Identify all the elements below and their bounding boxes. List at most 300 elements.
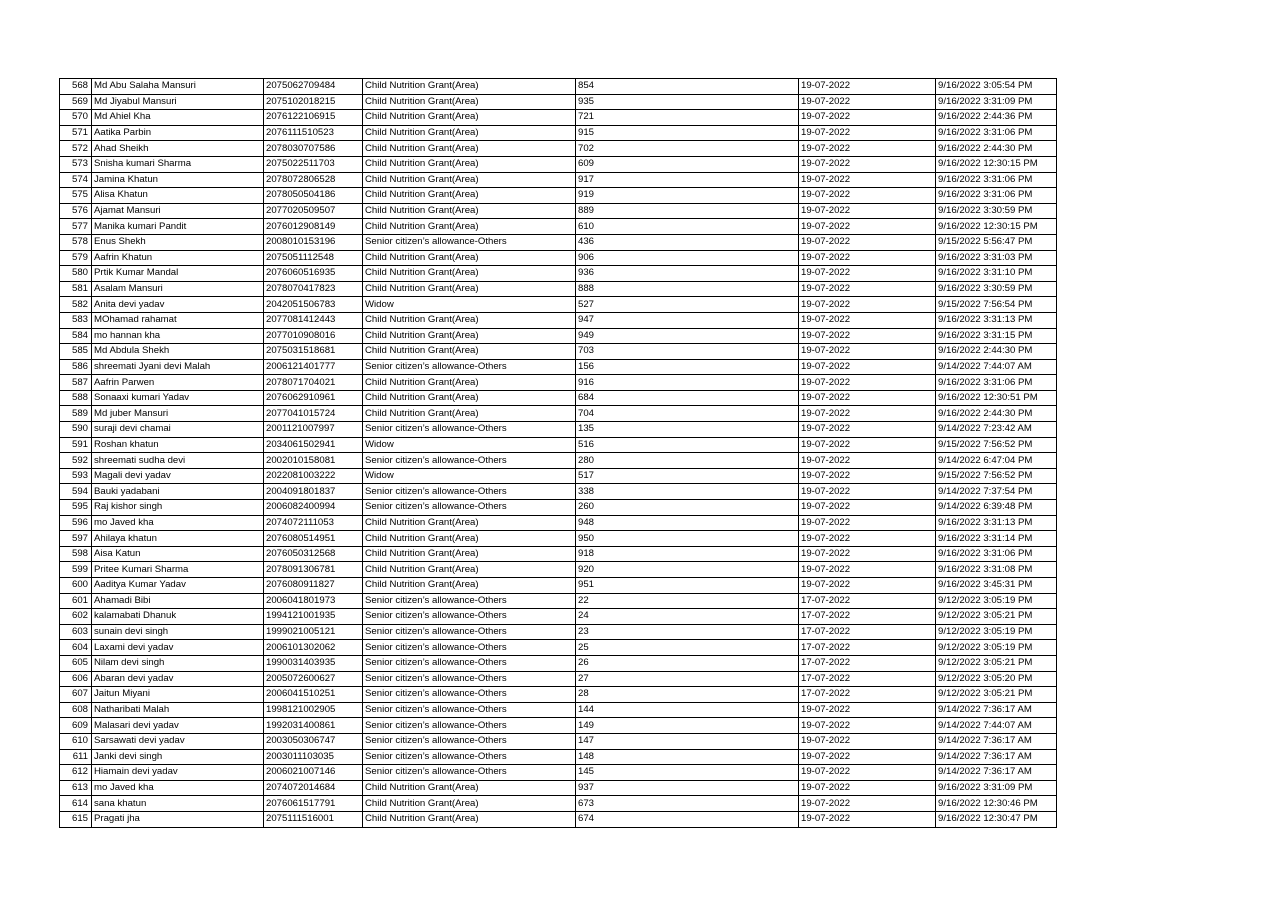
id-number-cell: 2076061517791 — [264, 796, 363, 812]
timestamp-cell: 9/14/2022 7:36:17 AM — [936, 733, 1057, 749]
table-row — [60, 297, 1057, 313]
table-row — [60, 546, 1057, 562]
table-row — [60, 390, 1057, 406]
serial-number-cell: 576 — [60, 203, 92, 219]
name-cell: Pragati jha — [92, 811, 264, 827]
id-number-cell: 2076060516935 — [264, 266, 363, 282]
name-cell: Prtik Kumar Mandal — [92, 266, 264, 282]
code-cell: 935 — [576, 94, 799, 110]
allowance-type-cell: Child Nutrition Grant(Area) — [363, 811, 576, 827]
table-row — [60, 484, 1057, 500]
serial-number-cell: 592 — [60, 453, 92, 469]
allowance-type-cell: Child Nutrition Grant(Area) — [363, 344, 576, 360]
code-cell: 949 — [576, 328, 799, 344]
date-cell: 19-07-2022 — [799, 110, 936, 126]
code-cell: 156 — [576, 359, 799, 375]
name-cell: Nilam devi singh — [92, 655, 264, 671]
serial-number-cell: 574 — [60, 172, 92, 188]
date-cell: 19-07-2022 — [799, 266, 936, 282]
table-row — [60, 141, 1057, 157]
timestamp-cell: 9/16/2022 3:31:06 PM — [936, 375, 1057, 391]
serial-number-cell: 572 — [60, 141, 92, 157]
date-cell: 19-07-2022 — [799, 515, 936, 531]
code-cell: 26 — [576, 655, 799, 671]
code-cell: 684 — [576, 390, 799, 406]
code-cell: 702 — [576, 141, 799, 157]
table-row — [60, 765, 1057, 781]
table-row — [60, 718, 1057, 734]
name-cell: Bauki yadabani — [92, 484, 264, 500]
date-cell: 19-07-2022 — [799, 733, 936, 749]
date-cell: 19-07-2022 — [799, 749, 936, 765]
date-cell: 19-07-2022 — [799, 297, 936, 313]
name-cell: Roshan khatun — [92, 437, 264, 453]
serial-number-cell: 609 — [60, 718, 92, 734]
code-cell: 889 — [576, 203, 799, 219]
id-number-cell: 2077041015724 — [264, 406, 363, 422]
name-cell: Aisa Katun — [92, 546, 264, 562]
code-cell: 135 — [576, 422, 799, 438]
id-number-cell: 2022081003222 — [264, 468, 363, 484]
code-cell: 22 — [576, 593, 799, 609]
date-cell: 19-07-2022 — [799, 312, 936, 328]
timestamp-cell: 9/16/2022 12:30:51 PM — [936, 390, 1057, 406]
date-cell: 17-07-2022 — [799, 655, 936, 671]
allowance-type-cell: Widow — [363, 468, 576, 484]
id-number-cell: 2075062709484 — [264, 79, 363, 95]
id-number-cell: 2076012908149 — [264, 219, 363, 235]
date-cell: 19-07-2022 — [799, 546, 936, 562]
allowance-type-cell: Senior citizen’s allowance-Others — [363, 453, 576, 469]
name-cell: mo Javed kha — [92, 515, 264, 531]
date-cell: 17-07-2022 — [799, 671, 936, 687]
name-cell: shreemati sudha devi — [92, 453, 264, 469]
allowance-type-cell: Senior citizen’s allowance-Others — [363, 359, 576, 375]
serial-number-cell: 602 — [60, 609, 92, 625]
table-row — [60, 515, 1057, 531]
id-number-cell: 2006121401777 — [264, 359, 363, 375]
code-cell: 918 — [576, 546, 799, 562]
id-number-cell: 2006082400994 — [264, 500, 363, 516]
date-cell: 19-07-2022 — [799, 468, 936, 484]
table-row — [60, 375, 1057, 391]
code-cell: 25 — [576, 640, 799, 656]
id-number-cell: 2078030707586 — [264, 141, 363, 157]
timestamp-cell: 9/14/2022 6:39:48 PM — [936, 500, 1057, 516]
id-number-cell: 2076122106915 — [264, 110, 363, 126]
serial-number-cell: 594 — [60, 484, 92, 500]
allowance-type-cell: Senior citizen’s allowance-Others — [363, 593, 576, 609]
serial-number-cell: 568 — [60, 79, 92, 95]
code-cell: 147 — [576, 733, 799, 749]
serial-number-cell: 597 — [60, 531, 92, 547]
serial-number-cell: 570 — [60, 110, 92, 126]
code-cell: 148 — [576, 749, 799, 765]
date-cell: 19-07-2022 — [799, 780, 936, 796]
date-cell: 19-07-2022 — [799, 562, 936, 578]
allowance-type-cell: Senior citizen’s allowance-Others — [363, 500, 576, 516]
code-cell: 280 — [576, 453, 799, 469]
table-row — [60, 702, 1057, 718]
allowance-type-cell: Senior citizen’s allowance-Others — [363, 765, 576, 781]
timestamp-cell: 9/14/2022 7:23:42 AM — [936, 422, 1057, 438]
table-row — [60, 359, 1057, 375]
date-cell: 19-07-2022 — [799, 125, 936, 141]
serial-number-cell: 578 — [60, 234, 92, 250]
timestamp-cell: 9/16/2022 3:45:31 PM — [936, 578, 1057, 594]
code-cell: 527 — [576, 297, 799, 313]
table-row — [60, 780, 1057, 796]
table-row — [60, 687, 1057, 703]
date-cell: 19-07-2022 — [799, 79, 936, 95]
serial-number-cell: 610 — [60, 733, 92, 749]
name-cell: Janki devi singh — [92, 749, 264, 765]
table-row — [60, 468, 1057, 484]
name-cell: suraji devi chamai — [92, 422, 264, 438]
code-cell: 609 — [576, 156, 799, 172]
table-row — [60, 500, 1057, 516]
id-number-cell: 2075102018215 — [264, 94, 363, 110]
name-cell: Aatika Parbin — [92, 125, 264, 141]
date-cell: 17-07-2022 — [799, 593, 936, 609]
allowance-type-cell: Child Nutrition Grant(Area) — [363, 780, 576, 796]
timestamp-cell: 9/15/2022 7:56:54 PM — [936, 297, 1057, 313]
date-cell: 19-07-2022 — [799, 796, 936, 812]
id-number-cell: 2076111510523 — [264, 125, 363, 141]
id-number-cell: 2006101302062 — [264, 640, 363, 656]
table-row — [60, 562, 1057, 578]
table-row — [60, 453, 1057, 469]
id-number-cell: 2075022511703 — [264, 156, 363, 172]
name-cell: Md Jiyabul Mansuri — [92, 94, 264, 110]
timestamp-cell: 9/16/2022 12:30:15 PM — [936, 156, 1057, 172]
code-cell: 149 — [576, 718, 799, 734]
table-row — [60, 624, 1057, 640]
date-cell: 19-07-2022 — [799, 765, 936, 781]
table-row — [60, 406, 1057, 422]
date-cell: 19-07-2022 — [799, 219, 936, 235]
id-number-cell: 2077010908016 — [264, 328, 363, 344]
code-cell: 915 — [576, 125, 799, 141]
id-number-cell: 2074072014684 — [264, 780, 363, 796]
table-row — [60, 250, 1057, 266]
name-cell: Manika kumari Pandit — [92, 219, 264, 235]
name-cell: Ajamat Mansuri — [92, 203, 264, 219]
timestamp-cell: 9/16/2022 3:31:13 PM — [936, 515, 1057, 531]
id-number-cell: 2078091306781 — [264, 562, 363, 578]
date-cell: 19-07-2022 — [799, 702, 936, 718]
date-cell: 19-07-2022 — [799, 188, 936, 204]
table-row — [60, 156, 1057, 172]
code-cell: 919 — [576, 188, 799, 204]
name-cell: MOhamad rahamat — [92, 312, 264, 328]
date-cell: 17-07-2022 — [799, 624, 936, 640]
date-cell: 19-07-2022 — [799, 406, 936, 422]
id-number-cell: 1999021005121 — [264, 624, 363, 640]
name-cell: Raj kishor singh — [92, 500, 264, 516]
timestamp-cell: 9/14/2022 7:44:07 AM — [936, 359, 1057, 375]
timestamp-cell: 9/16/2022 3:31:14 PM — [936, 531, 1057, 547]
timestamp-cell: 9/16/2022 2:44:30 PM — [936, 141, 1057, 157]
code-cell: 24 — [576, 609, 799, 625]
serial-number-cell: 615 — [60, 811, 92, 827]
serial-number-cell: 595 — [60, 500, 92, 516]
timestamp-cell: 9/16/2022 3:31:13 PM — [936, 312, 1057, 328]
serial-number-cell: 605 — [60, 655, 92, 671]
serial-number-cell: 591 — [60, 437, 92, 453]
timestamp-cell: 9/14/2022 7:36:17 AM — [936, 702, 1057, 718]
date-cell: 19-07-2022 — [799, 531, 936, 547]
id-number-cell: 2078071704021 — [264, 375, 363, 391]
allowance-type-cell: Child Nutrition Grant(Area) — [363, 125, 576, 141]
name-cell: Md Abdula Shekh — [92, 344, 264, 360]
name-cell: mo Javed kha — [92, 780, 264, 796]
id-number-cell: 2075031518681 — [264, 344, 363, 360]
allowance-type-cell: Child Nutrition Grant(Area) — [363, 266, 576, 282]
table-row — [60, 125, 1057, 141]
serial-number-cell: 608 — [60, 702, 92, 718]
code-cell: 888 — [576, 281, 799, 297]
table-row — [60, 640, 1057, 656]
name-cell: Md Ahiel Kha — [92, 110, 264, 126]
table-row — [60, 266, 1057, 282]
date-cell: 19-07-2022 — [799, 453, 936, 469]
code-cell: 144 — [576, 702, 799, 718]
allowance-type-cell: Senior citizen’s allowance-Others — [363, 422, 576, 438]
timestamp-cell: 9/16/2022 2:44:30 PM — [936, 406, 1057, 422]
name-cell: Snisha kumari Sharma — [92, 156, 264, 172]
code-cell: 947 — [576, 312, 799, 328]
code-cell: 28 — [576, 687, 799, 703]
name-cell: Sonaaxi kumari Yadav — [92, 390, 264, 406]
id-number-cell: 2076080911827 — [264, 578, 363, 594]
date-cell: 19-07-2022 — [799, 172, 936, 188]
serial-number-cell: 612 — [60, 765, 92, 781]
id-number-cell: 2076080514951 — [264, 531, 363, 547]
table-row — [60, 312, 1057, 328]
name-cell: Ahad Sheikh — [92, 141, 264, 157]
code-cell: 23 — [576, 624, 799, 640]
allowance-type-cell: Child Nutrition Grant(Area) — [363, 312, 576, 328]
serial-number-cell: 573 — [60, 156, 92, 172]
code-cell: 950 — [576, 531, 799, 547]
date-cell: 17-07-2022 — [799, 640, 936, 656]
name-cell: Aaditya Kumar Yadav — [92, 578, 264, 594]
name-cell: Natharibati Malah — [92, 702, 264, 718]
timestamp-cell: 9/16/2022 12:30:47 PM — [936, 811, 1057, 827]
date-cell: 19-07-2022 — [799, 156, 936, 172]
name-cell: Sarsawati devi yadav — [92, 733, 264, 749]
name-cell: sunain devi singh — [92, 624, 264, 640]
date-cell: 19-07-2022 — [799, 484, 936, 500]
serial-number-cell: 598 — [60, 546, 92, 562]
data-table — [59, 78, 1057, 828]
serial-number-cell: 590 — [60, 422, 92, 438]
allowance-type-cell: Child Nutrition Grant(Area) — [363, 562, 576, 578]
allowance-type-cell: Senior citizen’s allowance-Others — [363, 671, 576, 687]
timestamp-cell: 9/16/2022 3:31:06 PM — [936, 546, 1057, 562]
date-cell: 19-07-2022 — [799, 250, 936, 266]
timestamp-cell: 9/16/2022 3:31:08 PM — [936, 562, 1057, 578]
table-row — [60, 437, 1057, 453]
code-cell: 936 — [576, 266, 799, 282]
name-cell: Anita devi yadav — [92, 297, 264, 313]
allowance-type-cell: Child Nutrition Grant(Area) — [363, 110, 576, 126]
serial-number-cell: 580 — [60, 266, 92, 282]
code-cell: 673 — [576, 796, 799, 812]
table-row — [60, 188, 1057, 204]
name-cell: Md Abu Salaha Mansuri — [92, 79, 264, 95]
id-number-cell: 2006041801973 — [264, 593, 363, 609]
table-row — [60, 110, 1057, 126]
allowance-type-cell: Widow — [363, 437, 576, 453]
name-cell: Jamina Khatun — [92, 172, 264, 188]
allowance-type-cell: Senior citizen’s allowance-Others — [363, 609, 576, 625]
serial-number-cell: 587 — [60, 375, 92, 391]
table-row — [60, 79, 1057, 95]
timestamp-cell: 9/16/2022 3:31:06 PM — [936, 172, 1057, 188]
date-cell: 19-07-2022 — [799, 344, 936, 360]
timestamp-cell: 9/16/2022 3:05:54 PM — [936, 79, 1057, 95]
allowance-type-cell: Child Nutrition Grant(Area) — [363, 188, 576, 204]
timestamp-cell: 9/16/2022 3:31:09 PM — [936, 94, 1057, 110]
date-cell: 19-07-2022 — [799, 422, 936, 438]
allowance-type-cell: Child Nutrition Grant(Area) — [363, 578, 576, 594]
allowance-type-cell: Senior citizen’s allowance-Others — [363, 640, 576, 656]
allowance-type-cell: Child Nutrition Grant(Area) — [363, 406, 576, 422]
code-cell: 517 — [576, 468, 799, 484]
id-number-cell: 2078070417823 — [264, 281, 363, 297]
id-number-cell: 2006041510251 — [264, 687, 363, 703]
timestamp-cell: 9/16/2022 12:30:15 PM — [936, 219, 1057, 235]
name-cell: Hiamain devi yadav — [92, 765, 264, 781]
timestamp-cell: 9/14/2022 6:47:04 PM — [936, 453, 1057, 469]
code-cell: 704 — [576, 406, 799, 422]
allowance-type-cell: Senior citizen’s allowance-Others — [363, 484, 576, 500]
id-number-cell: 1998121002905 — [264, 702, 363, 718]
serial-number-cell: 607 — [60, 687, 92, 703]
name-cell: Laxami devi yadav — [92, 640, 264, 656]
id-number-cell: 2077081412443 — [264, 312, 363, 328]
name-cell: Asalam Mansuri — [92, 281, 264, 297]
date-cell: 19-07-2022 — [799, 500, 936, 516]
allowance-type-cell: Child Nutrition Grant(Area) — [363, 390, 576, 406]
id-number-cell: 2074072111053 — [264, 515, 363, 531]
code-cell: 338 — [576, 484, 799, 500]
allowance-type-cell: Child Nutrition Grant(Area) — [363, 250, 576, 266]
timestamp-cell: 9/16/2022 3:31:15 PM — [936, 328, 1057, 344]
code-cell: 951 — [576, 578, 799, 594]
allowance-type-cell: Child Nutrition Grant(Area) — [363, 546, 576, 562]
date-cell: 19-07-2022 — [799, 359, 936, 375]
table-row — [60, 655, 1057, 671]
table-row — [60, 578, 1057, 594]
name-cell: Jaitun Miyani — [92, 687, 264, 703]
serial-number-cell: 583 — [60, 312, 92, 328]
allowance-type-cell: Child Nutrition Grant(Area) — [363, 328, 576, 344]
timestamp-cell: 9/16/2022 3:31:06 PM — [936, 125, 1057, 141]
serial-number-cell: 588 — [60, 390, 92, 406]
id-number-cell: 2042051506783 — [264, 297, 363, 313]
serial-number-cell: 586 — [60, 359, 92, 375]
table-row — [60, 593, 1057, 609]
timestamp-cell: 9/14/2022 7:37:54 PM — [936, 484, 1057, 500]
id-number-cell: 2078072806528 — [264, 172, 363, 188]
serial-number-cell: 584 — [60, 328, 92, 344]
allowance-type-cell: Senior citizen’s allowance-Others — [363, 733, 576, 749]
timestamp-cell: 9/14/2022 7:36:17 AM — [936, 765, 1057, 781]
timestamp-cell: 9/12/2022 3:05:21 PM — [936, 655, 1057, 671]
allowance-type-cell: Senior citizen’s allowance-Others — [363, 702, 576, 718]
serial-number-cell: 613 — [60, 780, 92, 796]
id-number-cell: 2076062910961 — [264, 390, 363, 406]
timestamp-cell: 9/16/2022 12:30:46 PM — [936, 796, 1057, 812]
name-cell: Md juber Mansuri — [92, 406, 264, 422]
table-row — [60, 281, 1057, 297]
id-number-cell: 2078050504186 — [264, 188, 363, 204]
serial-number-cell: 611 — [60, 749, 92, 765]
code-cell: 916 — [576, 375, 799, 391]
date-cell: 19-07-2022 — [799, 578, 936, 594]
table-row — [60, 328, 1057, 344]
date-cell: 19-07-2022 — [799, 234, 936, 250]
allowance-type-cell: Child Nutrition Grant(Area) — [363, 203, 576, 219]
serial-number-cell: 579 — [60, 250, 92, 266]
name-cell: Pritee Kumari Sharma — [92, 562, 264, 578]
timestamp-cell: 9/14/2022 7:36:17 AM — [936, 749, 1057, 765]
serial-number-cell: 571 — [60, 125, 92, 141]
id-number-cell: 2075111516001 — [264, 811, 363, 827]
name-cell: Malasari devi yadav — [92, 718, 264, 734]
name-cell: Aafrin Khatun — [92, 250, 264, 266]
serial-number-cell: 585 — [60, 344, 92, 360]
timestamp-cell: 9/16/2022 2:44:30 PM — [936, 344, 1057, 360]
name-cell: mo hannan kha — [92, 328, 264, 344]
table-row — [60, 811, 1057, 827]
id-number-cell: 2005072600627 — [264, 671, 363, 687]
allowance-type-cell: Widow — [363, 297, 576, 313]
id-number-cell: 2006021007146 — [264, 765, 363, 781]
code-cell: 674 — [576, 811, 799, 827]
serial-number-cell: 577 — [60, 219, 92, 235]
id-number-cell: 1992031400861 — [264, 718, 363, 734]
id-number-cell: 2003050306747 — [264, 733, 363, 749]
date-cell: 17-07-2022 — [799, 609, 936, 625]
name-cell: Aafrin Parwen — [92, 375, 264, 391]
date-cell: 17-07-2022 — [799, 687, 936, 703]
date-cell: 19-07-2022 — [799, 375, 936, 391]
allowance-type-cell: Child Nutrition Grant(Area) — [363, 281, 576, 297]
table-row — [60, 749, 1057, 765]
allowance-type-cell: Senior citizen’s allowance-Others — [363, 655, 576, 671]
serial-number-cell: 589 — [60, 406, 92, 422]
timestamp-cell: 9/14/2022 7:44:07 AM — [936, 718, 1057, 734]
table-row — [60, 531, 1057, 547]
code-cell: 948 — [576, 515, 799, 531]
name-cell: Abaran devi yadav — [92, 671, 264, 687]
serial-number-cell: 596 — [60, 515, 92, 531]
allowance-type-cell: Senior citizen’s allowance-Others — [363, 718, 576, 734]
allowance-type-cell: Child Nutrition Grant(Area) — [363, 79, 576, 95]
date-cell: 19-07-2022 — [799, 203, 936, 219]
serial-number-cell: 581 — [60, 281, 92, 297]
timestamp-cell: 9/12/2022 3:05:20 PM — [936, 671, 1057, 687]
allowance-type-cell: Senior citizen’s allowance-Others — [363, 749, 576, 765]
serial-number-cell: 606 — [60, 671, 92, 687]
serial-number-cell: 599 — [60, 562, 92, 578]
id-number-cell: 2077020509507 — [264, 203, 363, 219]
id-number-cell: 1990031403935 — [264, 655, 363, 671]
